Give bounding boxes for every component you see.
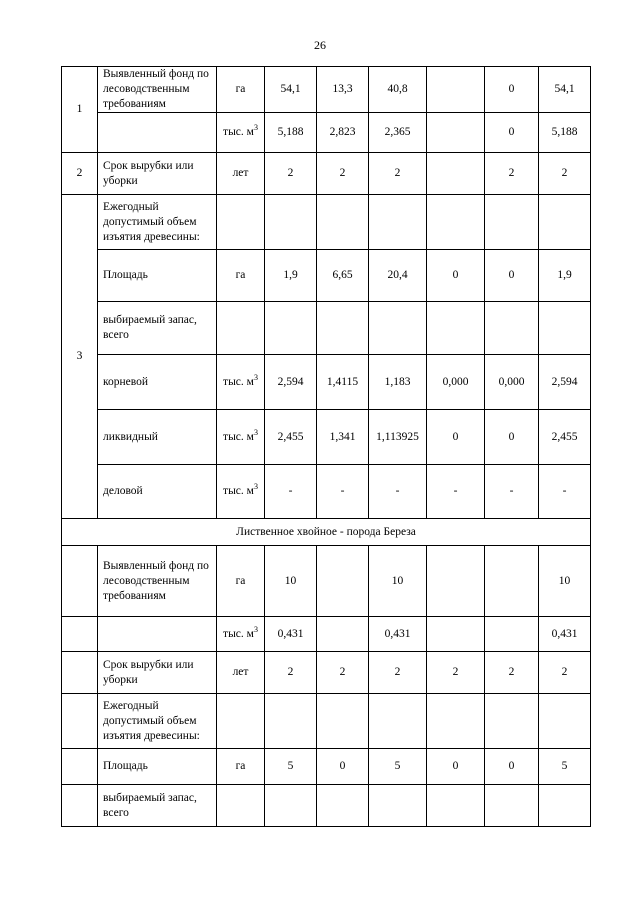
value-cell: 10 — [539, 546, 591, 617]
value-cell — [539, 302, 591, 355]
value-cell — [427, 153, 485, 195]
value-cell: 0 — [427, 250, 485, 302]
unit-label: тыс. м — [223, 375, 254, 388]
value-cell — [427, 113, 485, 153]
value-cell: - — [427, 465, 485, 519]
unit-cell — [217, 617, 265, 652]
value-cell — [485, 195, 539, 250]
value-cell: 2 — [539, 153, 591, 195]
value-cell: 6,65 — [317, 250, 369, 302]
row-number-cell — [62, 785, 98, 827]
value-cell — [369, 785, 427, 827]
indicator-name-cell: Выявленный фонд по лесоводственным требованиям — [98, 67, 217, 113]
unit-cell — [217, 410, 265, 465]
row-number-cell — [62, 749, 98, 785]
value-cell — [265, 785, 317, 827]
value-cell: 2,455 — [539, 410, 591, 465]
row-number-cell: 2 — [62, 153, 98, 195]
table-row — [62, 546, 591, 617]
value-cell — [427, 694, 485, 749]
value-cell: 5,188 — [265, 113, 317, 153]
value-cell: 0,431 — [539, 617, 591, 652]
value-cell: 1,4115 — [317, 355, 369, 410]
value-cell — [369, 694, 427, 749]
unit-label: га — [235, 760, 246, 772]
indicator-name-cell — [98, 113, 217, 153]
value-cell: 2 — [427, 652, 485, 694]
table-row — [62, 749, 591, 785]
unit-cell — [217, 465, 265, 519]
table-row — [62, 67, 591, 113]
value-cell: 10 — [265, 546, 317, 617]
table-row — [62, 465, 591, 519]
value-cell: 1,9 — [265, 250, 317, 302]
unit-cell — [217, 250, 265, 302]
value-cell: 2 — [369, 153, 427, 195]
value-cell: - — [369, 465, 427, 519]
indicator-name-cell: Площадь — [98, 250, 217, 302]
value-cell: 2,365 — [369, 113, 427, 153]
value-cell — [369, 302, 427, 355]
unit-cell — [217, 546, 265, 617]
value-cell: - — [317, 465, 369, 519]
value-cell: 1,113925 — [369, 410, 427, 465]
value-cell: - — [265, 465, 317, 519]
value-cell: 1,183 — [369, 355, 427, 410]
unit-label: га — [235, 269, 246, 281]
value-cell: 0,000 — [427, 355, 485, 410]
value-cell — [485, 302, 539, 355]
table-row — [62, 410, 591, 465]
value-cell — [539, 195, 591, 250]
value-cell — [485, 617, 539, 652]
indicator-name-cell: Срок вырубки или уборки — [98, 652, 217, 694]
value-cell: - — [485, 465, 539, 519]
indicator-name-cell: выбираемый запас, всего — [98, 785, 217, 827]
unit-cell — [217, 652, 265, 694]
value-cell: 13,3 — [317, 67, 369, 113]
value-cell — [539, 785, 591, 827]
value-cell — [317, 195, 369, 250]
unit-exponent: 3 — [253, 624, 258, 634]
value-cell: 5 — [265, 749, 317, 785]
unit-label: тыс. м — [223, 126, 254, 138]
row-number-cell — [62, 546, 98, 617]
value-cell: 5,188 — [539, 113, 591, 153]
value-cell — [317, 785, 369, 827]
value-cell: 10 — [369, 546, 427, 617]
table-row — [62, 785, 591, 827]
unit-cell — [217, 195, 265, 250]
unit-label: га — [235, 83, 246, 95]
table-row — [62, 652, 591, 694]
indicator-name-cell: корневой — [98, 355, 217, 410]
value-cell: 2,594 — [539, 355, 591, 410]
table-row — [62, 195, 591, 250]
value-cell: 0 — [427, 749, 485, 785]
table-row — [62, 113, 591, 153]
table-row — [62, 355, 591, 410]
indicator-name-cell: Ежегодный допустимый объем изъятия древесины: — [98, 195, 217, 250]
forest-fund-table — [61, 66, 591, 827]
unit-label: лет — [232, 167, 249, 179]
unit-cell — [217, 355, 265, 410]
value-cell: 0 — [485, 67, 539, 113]
value-cell — [369, 195, 427, 250]
value-cell — [427, 67, 485, 113]
indicator-name-cell: выбираемый запас, всего — [98, 302, 217, 355]
value-cell: 20,4 — [369, 250, 427, 302]
row-number-cell — [62, 617, 98, 652]
value-cell — [427, 546, 485, 617]
value-cell: 2 — [317, 652, 369, 694]
value-cell: 54,1 — [265, 67, 317, 113]
value-cell — [265, 195, 317, 250]
value-cell — [265, 694, 317, 749]
value-cell: 2 — [485, 652, 539, 694]
value-cell — [485, 785, 539, 827]
unit-label: лет — [232, 666, 249, 678]
unit-exponent: 3 — [253, 482, 258, 492]
value-cell: 0 — [317, 749, 369, 785]
value-cell — [485, 694, 539, 749]
table-row — [62, 302, 591, 355]
indicator-name-cell: Площадь — [98, 749, 217, 785]
value-cell: 40,8 — [369, 67, 427, 113]
row-number-cell: 3 — [62, 195, 98, 519]
row-number-cell: 1 — [62, 67, 98, 153]
value-cell: 0,431 — [369, 617, 427, 652]
unit-exponent: 3 — [253, 123, 258, 133]
value-cell: 2 — [265, 652, 317, 694]
value-cell — [317, 694, 369, 749]
table-row — [62, 250, 591, 302]
row-number-cell — [62, 652, 98, 694]
table-row — [62, 694, 591, 749]
unit-cell — [217, 694, 265, 749]
indicator-name-cell: Ежегодный допустимый объем изъятия древесины: — [98, 694, 217, 749]
value-cell — [265, 302, 317, 355]
unit-label: тыс. м — [223, 430, 254, 443]
value-cell: 0 — [485, 749, 539, 785]
unit-label: га — [235, 574, 246, 587]
unit-cell — [217, 113, 265, 153]
unit-exponent: 3 — [253, 427, 258, 437]
value-cell: 2 — [539, 652, 591, 694]
value-cell: 0 — [485, 410, 539, 465]
value-cell: 5 — [369, 749, 427, 785]
value-cell — [427, 195, 485, 250]
value-cell: - — [539, 465, 591, 519]
value-cell: 2,594 — [265, 355, 317, 410]
unit-exponent: 3 — [253, 372, 258, 382]
value-cell: 0,431 — [265, 617, 317, 652]
unit-cell — [217, 302, 265, 355]
table-row — [62, 153, 591, 195]
value-cell: 2,823 — [317, 113, 369, 153]
value-cell: 2 — [265, 153, 317, 195]
indicator-name-cell: Срок вырубки или уборки — [98, 153, 217, 195]
row-number-cell — [62, 694, 98, 749]
section-heading: Лиственное хвойное - порода Береза — [62, 519, 591, 546]
value-cell: 0 — [485, 250, 539, 302]
unit-label: тыс. м — [223, 485, 254, 497]
value-cell: 0 — [427, 410, 485, 465]
unit-cell — [217, 749, 265, 785]
indicator-name-cell: деловой — [98, 465, 217, 519]
value-cell — [539, 694, 591, 749]
value-cell — [317, 302, 369, 355]
indicator-name-cell: Выявленный фонд по лесоводственным требованиям — [98, 546, 217, 617]
indicator-name-cell: ликвидный — [98, 410, 217, 465]
value-cell: 5 — [539, 749, 591, 785]
value-cell — [485, 546, 539, 617]
unit-cell — [217, 67, 265, 113]
unit-cell — [217, 153, 265, 195]
value-cell — [427, 785, 485, 827]
value-cell — [317, 617, 369, 652]
value-cell: 2 — [369, 652, 427, 694]
value-cell: 1,341 — [317, 410, 369, 465]
value-cell — [317, 546, 369, 617]
value-cell: 0,000 — [485, 355, 539, 410]
indicator-name-cell — [98, 617, 217, 652]
unit-label: тыс. м — [223, 627, 254, 640]
value-cell: 1,9 — [539, 250, 591, 302]
value-cell — [427, 617, 485, 652]
value-cell: 0 — [485, 113, 539, 153]
value-cell: 54,1 — [539, 67, 591, 113]
value-cell: 2 — [485, 153, 539, 195]
table-row — [62, 617, 591, 652]
section-row — [62, 519, 591, 546]
unit-cell — [217, 785, 265, 827]
value-cell: 2 — [317, 153, 369, 195]
page-number: 26 — [314, 38, 326, 52]
value-cell — [427, 302, 485, 355]
value-cell: 2,455 — [265, 410, 317, 465]
